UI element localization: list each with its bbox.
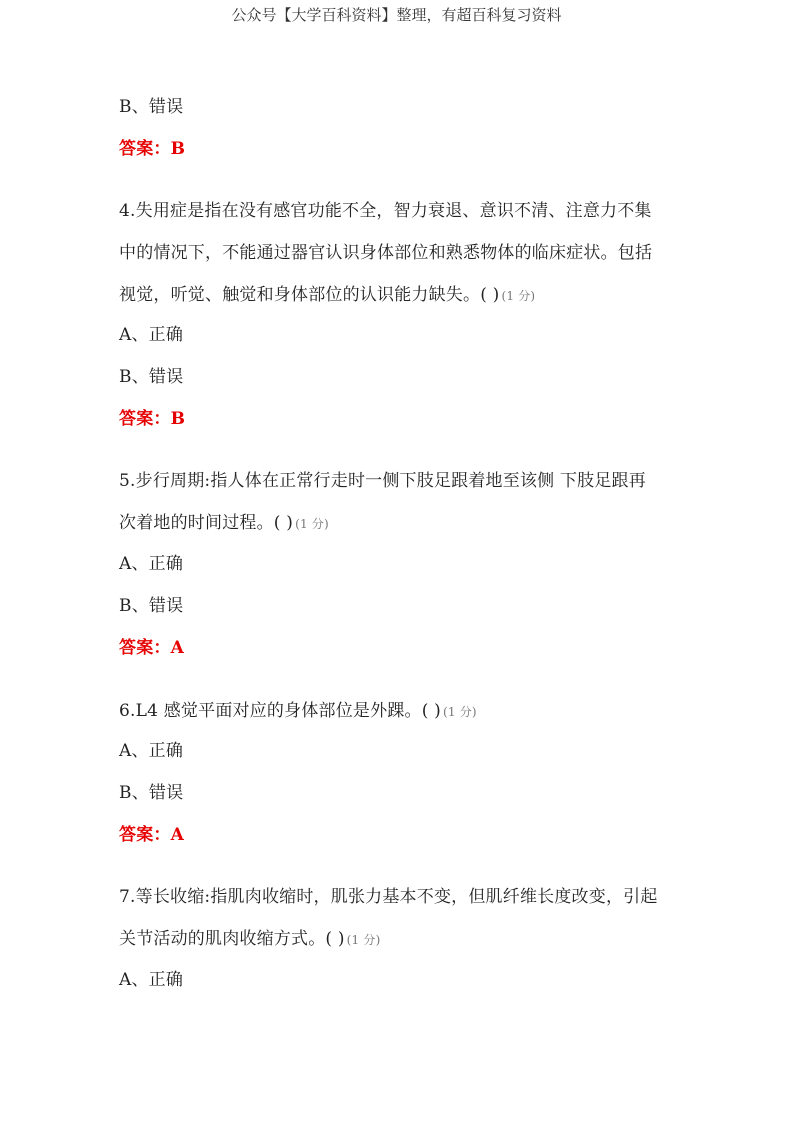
q6-text-line-1-content: 6.L4 感觉平面对应的身体部位是外踝。( ) (119, 701, 441, 721)
q4-option-b: B、错误 (119, 367, 184, 387)
q4-option-a: A、正确 (119, 325, 184, 345)
q6-option-a: A、正确 (119, 741, 184, 761)
q7-text-line-1: 7.等长收缩:指肌肉收缩时，肌张力基本不变，但肌纤维长度改变，引起 (119, 887, 658, 907)
q4-text-line-3 (119, 280, 535, 305)
q7-text-line-2-content: 关节活动的肌肉收缩方式。( ) (119, 929, 345, 949)
q4-text-line-1: 4.失用症是指在没有感官功能不全，智力衰退、意识不清、注意力不集 (119, 201, 652, 221)
q4-text-line-3-content: 视觉，听觉、触觉和身体部位的认识能力缺失。( ) (119, 285, 500, 305)
q5-answer: 答案：A (119, 638, 184, 658)
q5-text-line-1: 5.步行周期:指人体在正常行走时一侧下肢足跟着地至该侧 下肢足跟再 (119, 471, 646, 491)
q6-score: (1 分) (443, 705, 477, 719)
q5-text-line-2 (119, 508, 329, 533)
q7-option-a: A、正确 (119, 970, 184, 990)
q3-option-b: B、错误 (119, 97, 184, 117)
q5-option-a: A、正确 (119, 554, 184, 574)
q3-answer: 答案：B (119, 139, 186, 159)
q4-score: (1 分) (501, 289, 536, 303)
q5-score: (1 分) (295, 517, 329, 531)
q5-option-b: B、错误 (119, 596, 184, 616)
q4-answer: 答案：B (119, 409, 186, 429)
page-header: 公众号【大学百科资料】整理，有超百科复习资料 (231, 6, 562, 24)
q5-text-line-2-content: 次着地的时间过程。( ) (119, 513, 294, 533)
q7-text-line-2 (119, 924, 381, 949)
q4-text-line-2: 中的情况下，不能通过器官认识身体部位和熟悉物体的临床症状。包括 (119, 243, 653, 263)
q7-score: (1 分) (346, 933, 381, 947)
q6-option-b: B、错误 (119, 783, 184, 803)
q6-text-line-1 (119, 696, 477, 721)
q6-answer: 答案：A (119, 825, 184, 845)
